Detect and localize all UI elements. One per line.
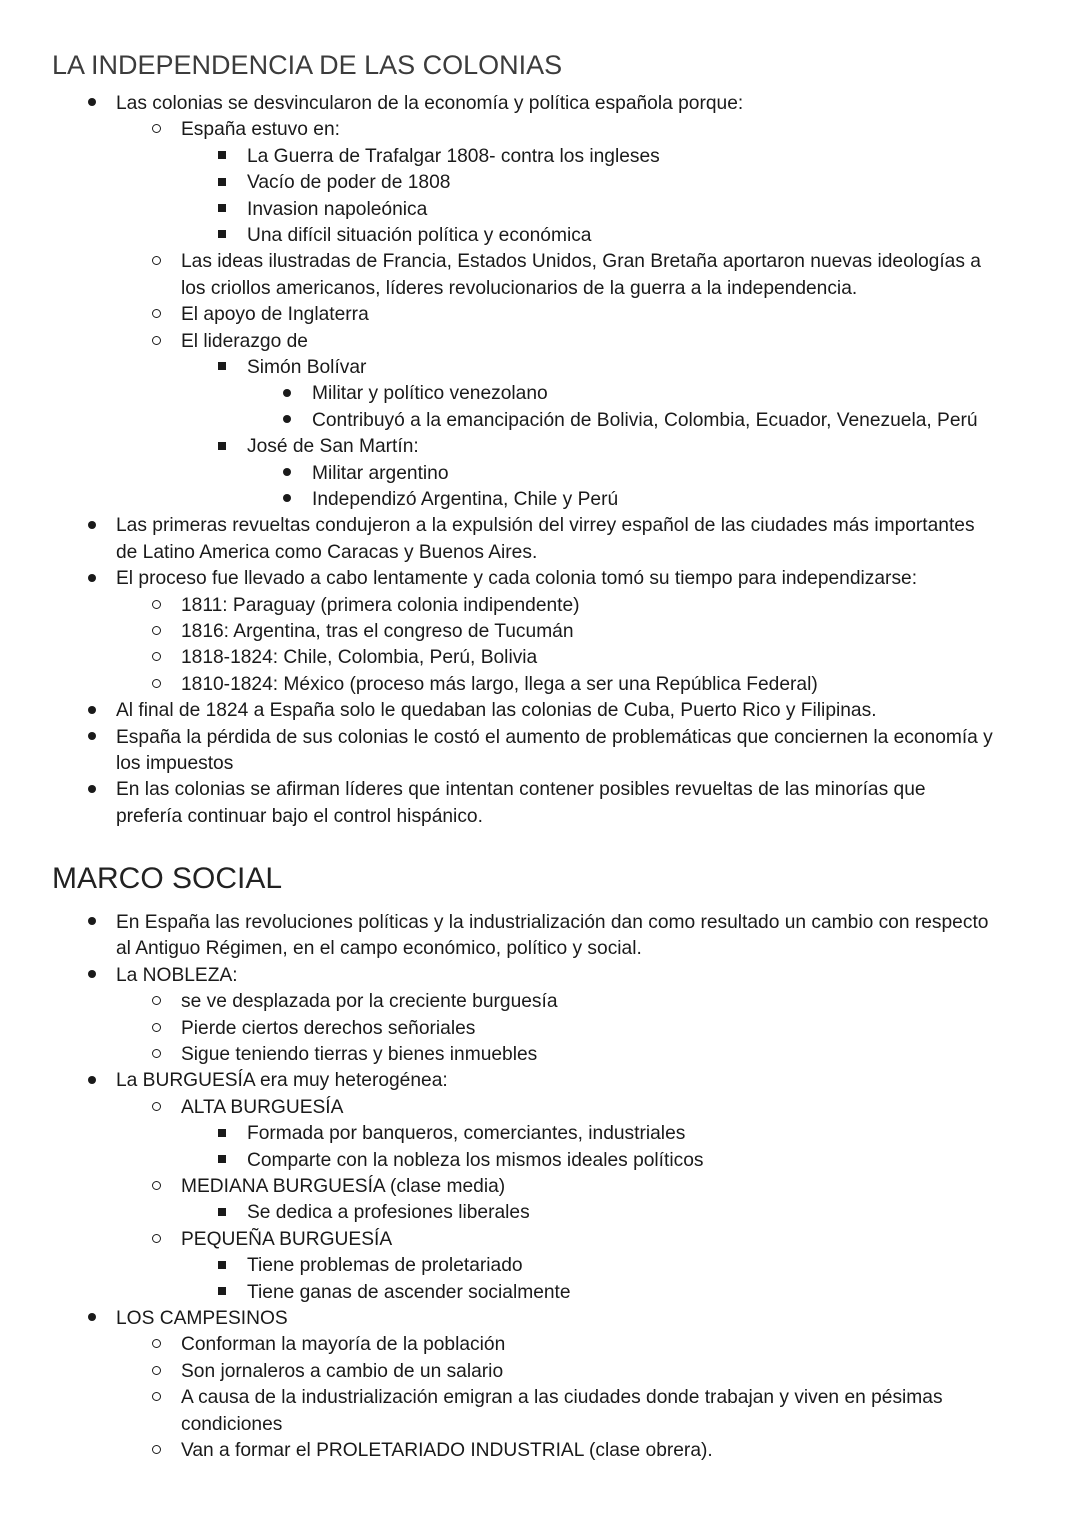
bullet-dot-icon xyxy=(279,487,295,513)
list-item xyxy=(247,170,450,196)
list-item-text: condiciones xyxy=(181,1413,283,1435)
list-item xyxy=(247,1200,530,1226)
bullet-circle-icon xyxy=(148,117,164,143)
list-item xyxy=(247,1280,571,1306)
list-item xyxy=(312,381,548,407)
list-item-text: al Antiguo Régimen, en el campo económico, político y social. xyxy=(116,938,642,960)
list-item xyxy=(181,1438,713,1464)
list-item-text: El liderazgo de xyxy=(181,330,308,352)
list-item xyxy=(116,1068,448,1094)
list-item xyxy=(116,725,993,751)
list-item-text: El proceso fue llevado a cabo lentamente y cada colonia tomó su tiempo para independizarse: xyxy=(116,568,918,590)
list-item-text: La BURGUESÍA era muy heterogénea: xyxy=(116,1070,448,1092)
bullet-circle-icon xyxy=(148,1174,164,1200)
list-item-text: Contribuyó a la emancipación de Bolivia, Colombia, Ecuador, Venezuela, Perú xyxy=(312,409,978,431)
bullet-square-icon xyxy=(214,1148,230,1174)
list-item xyxy=(181,989,558,1015)
bullet-dot-icon xyxy=(84,963,100,989)
bullet-circle-icon xyxy=(148,1359,164,1385)
bullet-square-icon xyxy=(214,1280,230,1306)
list-item-text: Militar y político venezolano xyxy=(312,383,548,405)
bullet-square-icon xyxy=(214,197,230,223)
list-item-continuation xyxy=(181,276,857,302)
list-item-text: los criollos americanos, líderes revolucionarios de la guerra a la independencia. xyxy=(181,277,858,299)
bullet-circle-icon xyxy=(148,989,164,1015)
bullet-circle-icon xyxy=(148,329,164,355)
list-item xyxy=(116,777,926,803)
bullet-circle-icon xyxy=(148,1227,164,1253)
list-item-text: Pierde ciertos derechos señoriales xyxy=(181,1017,476,1039)
list-item-text: Las colonias se desvincularon de la economía y política española porque: xyxy=(116,93,744,114)
bullet-dot-icon xyxy=(84,698,100,724)
bullet-dot-icon xyxy=(84,725,100,751)
list-item-text: prefería continuar bajo el control hispánico. xyxy=(116,805,483,827)
list-item-text: Militar argentino xyxy=(312,462,449,484)
bullet-square-icon xyxy=(214,434,230,460)
list-item xyxy=(116,513,975,539)
list-item xyxy=(247,355,366,381)
bullet-dot-icon xyxy=(84,777,100,803)
list-item xyxy=(247,1148,703,1174)
list-item-text: Comparte con la nobleza los mismos ideales políticos xyxy=(247,1149,704,1171)
list-item-continuation xyxy=(116,751,233,777)
bullet-square-icon xyxy=(214,223,230,249)
bullet-square-icon xyxy=(214,1200,230,1226)
bullet-square-icon xyxy=(214,1253,230,1279)
list-item-continuation xyxy=(181,1412,282,1438)
list-item-text: España la pérdida de sus colonias le costó el aumento de problemáticas que conciernen la economía y xyxy=(116,726,993,748)
list-item-text: Conforman la mayoría de la población xyxy=(181,1334,506,1356)
list-item-text: España estuvo en: xyxy=(181,119,340,141)
list-item xyxy=(181,1042,537,1068)
bullet-circle-icon xyxy=(148,645,164,671)
list-item xyxy=(312,461,449,487)
list-item xyxy=(312,487,618,513)
list-item-text: La NOBLEZA: xyxy=(116,964,238,986)
list-item-text: Vacío de poder de 1808 xyxy=(247,172,451,194)
bullet-circle-icon xyxy=(148,593,164,619)
list-item xyxy=(247,197,427,223)
list-item-text: MEDIANA BURGUESÍA (clase media) xyxy=(181,1176,506,1197)
list-item xyxy=(312,408,978,434)
list-item-text: Tiene ganas de ascender socialmente xyxy=(247,1281,571,1303)
bullet-circle-icon xyxy=(148,302,164,328)
bullet-square-icon xyxy=(214,355,230,381)
list-item-text: 1818-1824: Chile, Colombia, Perú, Bolivia xyxy=(181,647,538,669)
bullet-dot-icon xyxy=(84,91,100,117)
list-item-text: 1816: Argentina, tras el congreso de Tucumán xyxy=(181,621,574,642)
bullet-circle-icon xyxy=(148,619,164,645)
list-item-text: Son jornaleros a cambio de un salario xyxy=(181,1360,504,1382)
list-item-text: Van a formar el PROLETARIADO INDUSTRIAL (clase obrera). xyxy=(181,1440,713,1461)
list-item xyxy=(116,963,238,989)
bullet-dot-icon xyxy=(84,910,100,936)
list-item xyxy=(247,434,419,460)
list-item xyxy=(116,698,877,724)
list-item xyxy=(247,1253,523,1279)
list-item xyxy=(181,593,580,619)
list-item-text: Las ideas ilustradas de Francia, Estados Unidos, Gran Bretaña aportaron nuevas ideologías a xyxy=(181,251,981,273)
list-item-text: Se dedica a profesiones liberales xyxy=(247,1202,530,1224)
list-item-text: Las primeras revueltas condujeron a la expulsión del virrey español de las ciudades más importantes xyxy=(116,515,975,537)
bullet-dot-icon xyxy=(84,566,100,592)
list-item-text: de Latino America como Caracas y Buenos Aires. xyxy=(116,541,538,563)
list-item-text: Invasion napoleónica xyxy=(247,198,428,220)
bullet-dot-icon xyxy=(84,1068,100,1094)
list-item xyxy=(181,1385,943,1411)
list-item-text: Sigue teniendo tierras y bienes inmuebles xyxy=(181,1044,538,1065)
list-item xyxy=(181,1227,392,1253)
list-item xyxy=(181,249,981,275)
list-item-continuation xyxy=(116,936,642,962)
list-item xyxy=(181,672,818,698)
list-item xyxy=(181,329,308,355)
list-item-continuation xyxy=(116,540,537,566)
list-item xyxy=(116,91,743,117)
list-item-text: A causa de la industrialización emigran a las ciudades donde trabajan y viven en pésimas xyxy=(181,1387,943,1409)
list-item-text: LOS CAMPESINOS xyxy=(116,1308,288,1329)
list-item-text: El apoyo de Inglaterra xyxy=(181,304,369,326)
list-item xyxy=(116,910,988,936)
bullet-circle-icon xyxy=(148,1016,164,1042)
list-item-text: los impuestos xyxy=(116,753,234,774)
list-item-text: Una difícil situación política y económica xyxy=(247,225,592,246)
list-item-text: Independizó Argentina, Chile y Perú xyxy=(312,489,619,510)
list-item-text: ALTA BURGUESÍA xyxy=(181,1096,344,1118)
bullet-dot-icon xyxy=(84,1306,100,1332)
list-item-text: Tiene problemas de proletariado xyxy=(247,1255,523,1277)
list-item xyxy=(181,1095,343,1121)
list-item-continuation xyxy=(116,804,483,830)
list-item xyxy=(181,645,537,671)
list-item-text: 1810-1824: México (proceso más largo, llega a ser una República Federal) xyxy=(181,673,818,695)
list-item xyxy=(181,1174,505,1200)
list-item-text: PEQUEÑA BURGUESÍA xyxy=(181,1228,393,1250)
list-item-text: se ve desplazada por la creciente burguesía xyxy=(181,991,558,1013)
bullet-dot-icon xyxy=(279,381,295,407)
list-item xyxy=(181,117,340,143)
section-title-marco-social: MARCO SOCIAL xyxy=(52,862,283,895)
bullet-dot-icon xyxy=(279,408,295,434)
bullet-circle-icon xyxy=(148,1095,164,1121)
list-item xyxy=(247,223,591,249)
list-item xyxy=(247,1121,685,1147)
list-item xyxy=(116,566,917,592)
list-item xyxy=(247,144,660,170)
list-item xyxy=(181,1016,475,1042)
section-title-independencia: LA INDEPENDENCIA DE LAS COLONIAS xyxy=(52,50,563,80)
list-item-text: Formada por banqueros, comerciantes, industriales xyxy=(247,1123,686,1145)
bullet-circle-icon xyxy=(148,1332,164,1358)
bullet-circle-icon xyxy=(148,1385,164,1411)
bullet-circle-icon xyxy=(148,1042,164,1068)
list-item-text: En España las revoluciones políticas y la industrialización dan como resultado un cambio con respecto xyxy=(116,912,989,933)
bullet-dot-icon xyxy=(279,461,295,487)
list-item-text: 1811: Paraguay (primera colonia indipendente) xyxy=(181,594,580,616)
bullet-dot-icon xyxy=(84,513,100,539)
list-item xyxy=(181,619,574,645)
list-item xyxy=(181,1332,505,1358)
bullet-circle-icon xyxy=(148,672,164,698)
list-item-text: La Guerra de Trafalgar 1808- contra los ingleses xyxy=(247,145,660,167)
bullet-square-icon xyxy=(214,1121,230,1147)
list-item xyxy=(116,1306,288,1332)
list-item xyxy=(181,302,369,328)
list-item-text: Al final de 1824 a España solo le quedaban las colonias de Cuba, Puerto Rico y Filipinas. xyxy=(116,700,877,722)
bullet-circle-icon xyxy=(148,249,164,275)
list-item xyxy=(181,1359,503,1385)
list-item-text: Simón Bolívar xyxy=(247,357,367,378)
bullet-square-icon xyxy=(214,144,230,170)
bullet-square-icon xyxy=(214,170,230,196)
list-item-text: José de San Martín: xyxy=(247,436,419,458)
list-item-text: En las colonias se afirman líderes que intentan contener posibles revueltas de las minorías que xyxy=(116,779,926,801)
bullet-circle-icon xyxy=(148,1438,164,1464)
